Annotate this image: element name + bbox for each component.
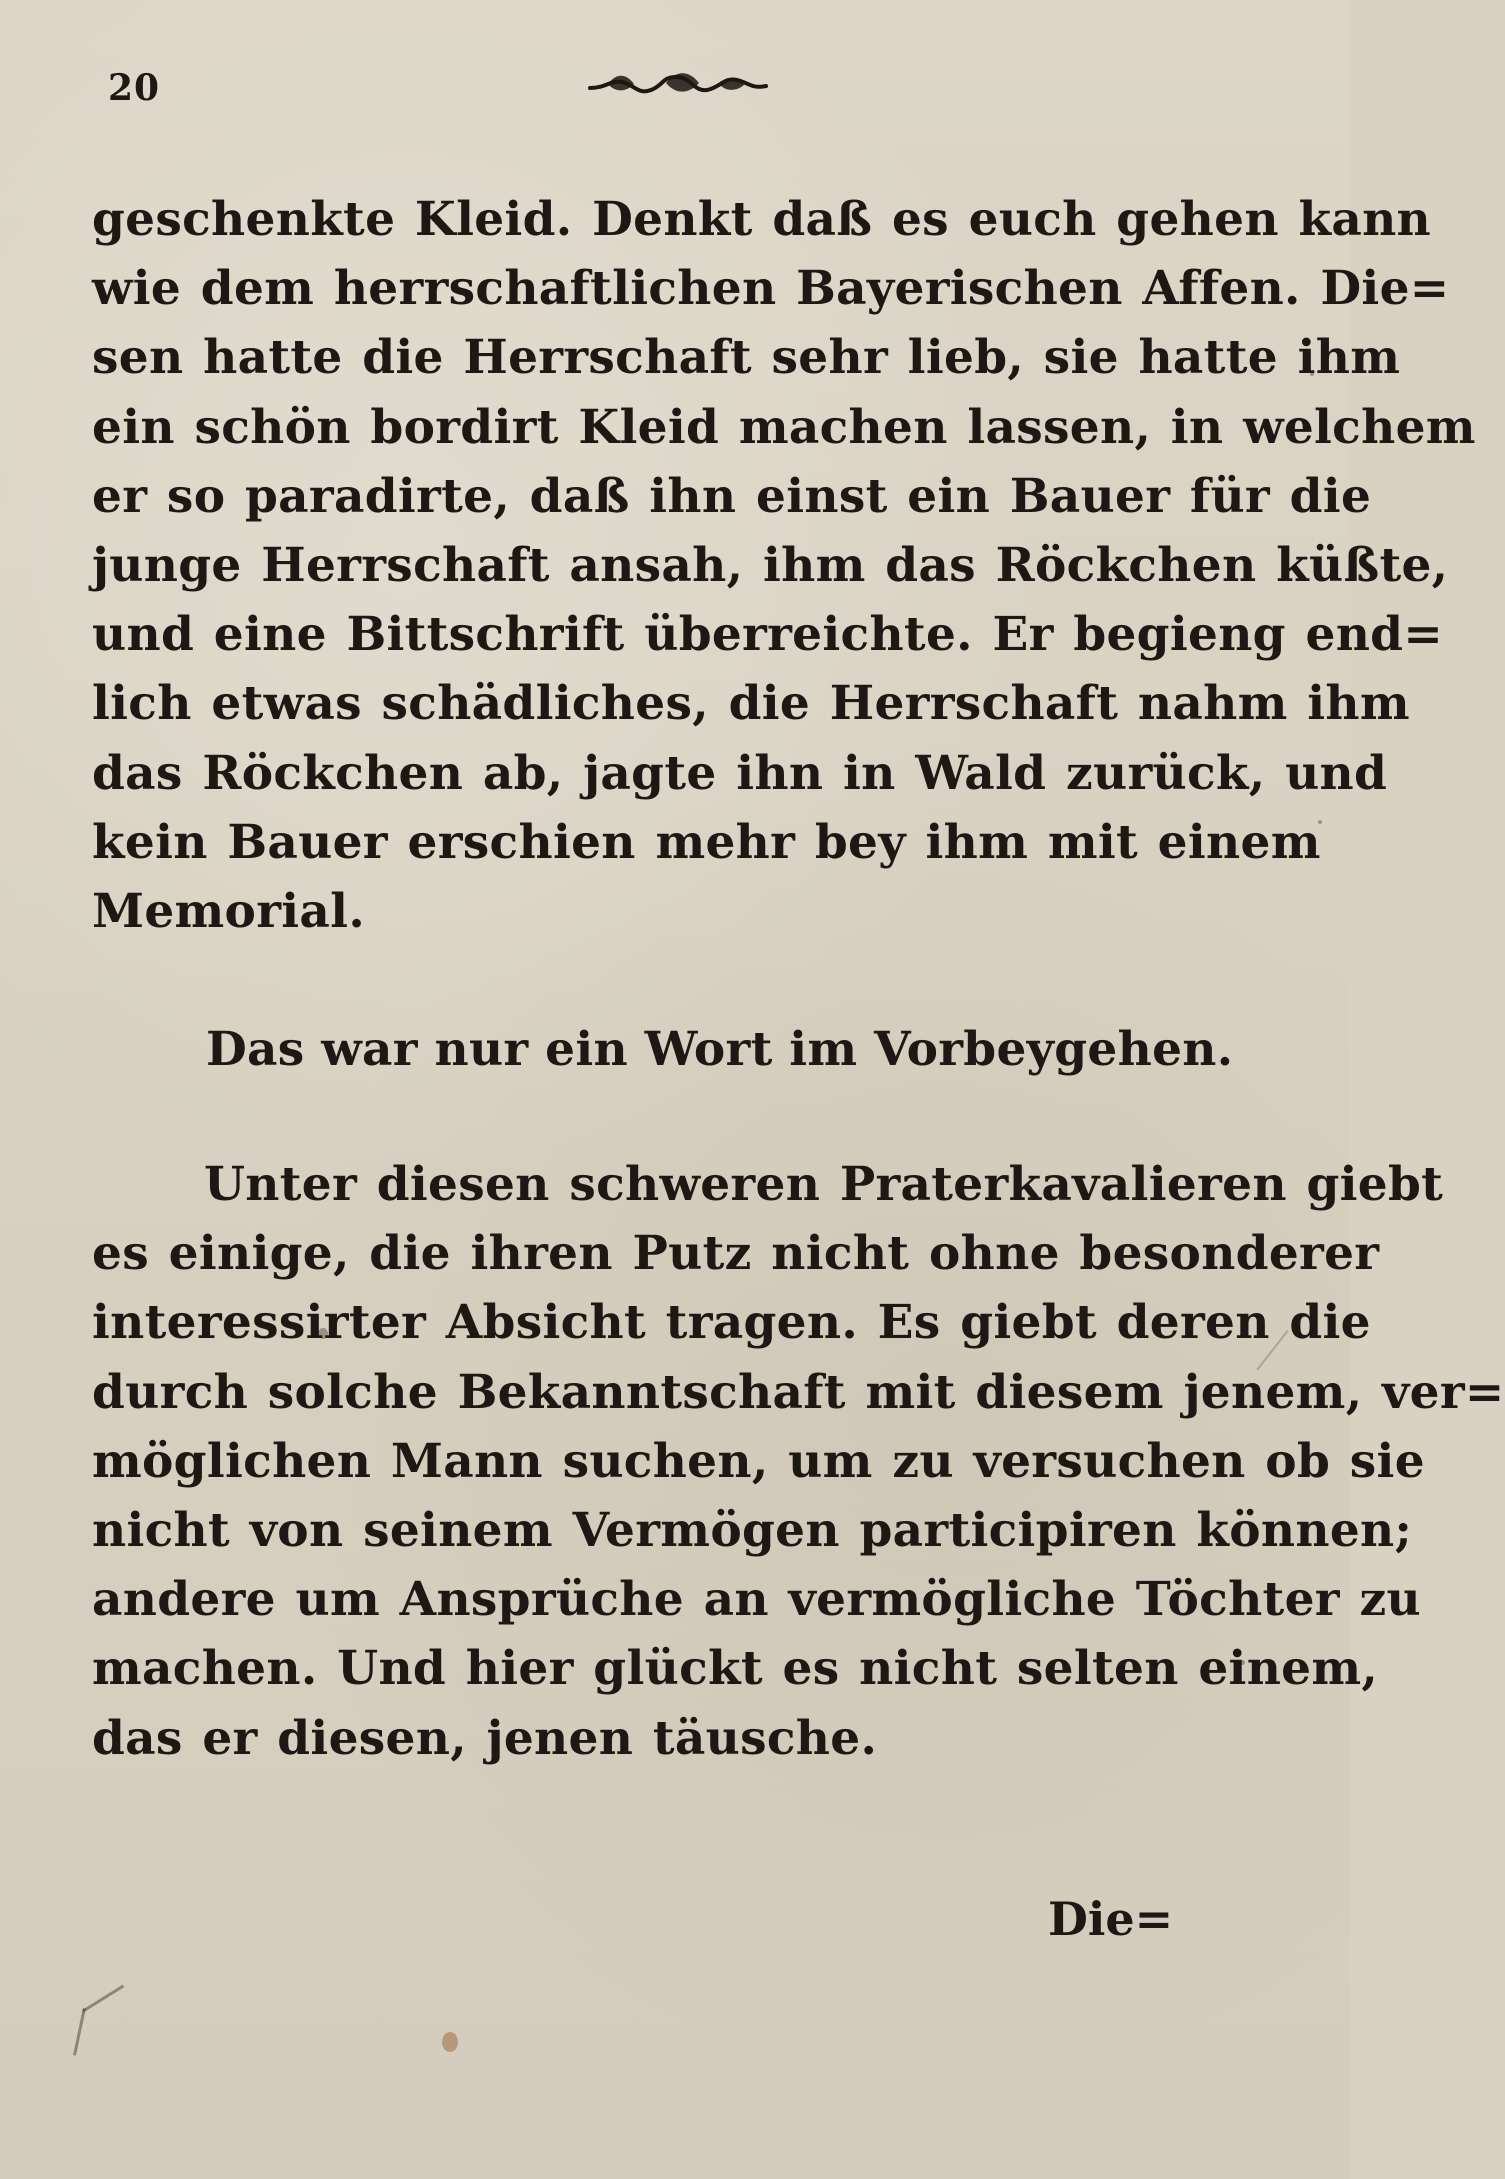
paragraph-2 — [92, 1150, 1505, 1773]
text-line: ein schön bordirt Kleid machen lassen, in welchem — [92, 399, 1476, 455]
page-number: 20 — [108, 67, 161, 109]
printer-ornament-icon — [588, 68, 768, 102]
paper-stain — [442, 2032, 458, 2052]
text-line: Unter diesen schweren Praterkavalieren giebt — [204, 1157, 1444, 1212]
standalone-sentence: Das war nur ein Wort im Vorbeygehen. — [206, 1022, 1234, 1077]
text-line: machen. Und hier glückt es nicht selten einem, — [92, 1641, 1379, 1697]
text-line: er so paradirte, daß ihn einst ein Bauer für die — [92, 468, 1372, 524]
text-line: nicht von seinem Vermögen participiren können; — [92, 1502, 1413, 1558]
paragraph-1 — [92, 185, 1476, 946]
text-line: und eine Bittschrift überreichte. Er begieng end= — [92, 607, 1444, 663]
text-line: möglichen Mann suchen, um zu versuchen ob sie — [92, 1433, 1425, 1489]
text-line: wie dem herrschaftlichen Bayerischen Affen. Die= — [92, 261, 1450, 317]
stray-pen-mark — [82, 1985, 124, 2013]
text-line: interessirter Absicht tragen. Es giebt deren die — [92, 1295, 1371, 1351]
text-line: sen hatte die Herrschaft sehr lieb, sie hatte ihm — [92, 330, 1401, 386]
stray-pen-mark — [73, 2008, 86, 2056]
text-line: junge Herrschaft ansah, ihm das Röckchen küßte, — [92, 537, 1449, 593]
text-line: kein Bauer erschien mehr bey ihm mit einem — [92, 814, 1321, 870]
text-line: andere um Ansprüche an vermögliche Töchter zu — [92, 1572, 1421, 1628]
text-line: durch solche Bekanntschaft mit diesem jenem, ver= — [92, 1364, 1505, 1420]
text-line: lich etwas schädliches, die Herrschaft nahm ihm — [92, 676, 1410, 732]
catchword: Die= — [1048, 1892, 1174, 1946]
text-line: es einige, die ihren Putz nicht ohne besonderer — [92, 1226, 1380, 1282]
text-line: das Röckchen ab, jagte ihn in Wald zurück, und — [92, 745, 1388, 801]
text-line: geschenkte Kleid. Denkt daß es euch gehen kann — [92, 192, 1432, 247]
text-line: Memorial. — [92, 883, 365, 939]
text-line: das er diesen, jenen täusche. — [92, 1710, 878, 1766]
